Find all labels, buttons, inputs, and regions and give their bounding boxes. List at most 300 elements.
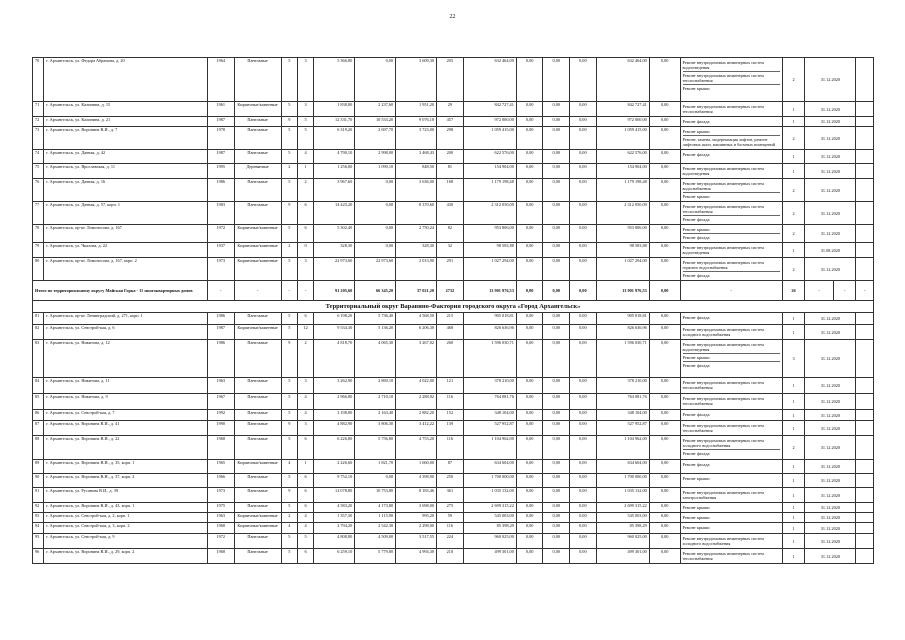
completion-date-cell: 31.08.2020 xyxy=(805,243,856,258)
area-residential-cell: 6 206,30 xyxy=(396,325,437,340)
work-types-cell xyxy=(680,378,782,394)
area-total-cell: 1 357,30 xyxy=(314,513,355,523)
cost-total-cell: 1 027 294,00 xyxy=(463,258,516,281)
cost-fund-cell: 0,00 xyxy=(516,488,543,503)
cost-local-cell: 0,00 xyxy=(570,127,597,150)
address-cell: г. Архангельск, ул. Воронина В.И., д. 35, корп. 1 xyxy=(44,460,208,474)
work-count-cell: 1 xyxy=(782,488,805,503)
cost-fund-cell: 0,00 xyxy=(516,150,543,164)
work-type-item: Ремонт внутридомовых инженерных систем теплоснабжения xyxy=(682,551,764,561)
area-residential-cell: 2 288,92 xyxy=(396,394,437,410)
address-cell: г. Архангельск, ул. Севстрой-кая, д. 7 xyxy=(44,410,208,421)
cost-fund-cell: 0,00 xyxy=(516,164,543,179)
area-residential-cell: 8 370,60 xyxy=(396,202,437,225)
area-residential-cell: 4 994,30 xyxy=(396,549,437,564)
year-cell: 1986 xyxy=(207,313,234,325)
area-residential-cell: 4 568,50 xyxy=(396,313,437,325)
cost-fund-cell: 0,00 xyxy=(516,117,543,127)
area-premises-cell: 2 163,40 xyxy=(355,410,396,421)
work-type-item: Ремонт фасада xyxy=(682,152,710,157)
year-cell: 1995 xyxy=(207,164,234,179)
work-count-cell: 1 xyxy=(782,313,805,325)
area-total-cell: 4 818,70 xyxy=(314,340,355,378)
work-type-item: Ремонт внутридомовых инженерных систем водоснабжения xyxy=(683,180,780,193)
cost-region-cell: 0,00 xyxy=(543,513,570,523)
area-total-cell: 6 226,80 xyxy=(314,436,355,460)
area-total-cell: 12 078,80 xyxy=(314,488,355,503)
work-types-cell xyxy=(680,474,782,488)
cost-region-cell: 0,00 xyxy=(543,549,570,564)
cost-owners-cell: 154 904,00 xyxy=(596,164,649,179)
cost-region-cell: 0,00 xyxy=(543,503,570,513)
residents-cell: 81 xyxy=(437,164,464,179)
year-cell: 1964 xyxy=(207,58,234,102)
area-residential-cell: 8 183,46 xyxy=(396,488,437,503)
empty-cell xyxy=(856,258,874,281)
cost-owners-cell: 545 003,00 xyxy=(596,513,649,523)
area-premises-cell: 4 173,80 xyxy=(355,503,396,513)
floors-cell: 5 xyxy=(281,394,297,410)
address-cell: г. Архангельск, ул. Никитова, д. 12 xyxy=(44,340,208,378)
area-residential-cell: 1 951,20 xyxy=(396,102,437,117)
page-number: 22 xyxy=(449,14,456,20)
address-cell: г. Архангельск, ул. Севстрой-кая, д. 6 xyxy=(44,325,208,340)
wall-material-cell: Панельные xyxy=(234,202,281,225)
year-cell: 1975 xyxy=(207,503,234,513)
address-cell: г. Архангельск, ул. Воронина В.И., д. 22 xyxy=(44,436,208,460)
cost-other-cell: 0,00 xyxy=(649,421,680,436)
cost-region-cell: 0,00 xyxy=(543,117,570,127)
row-number-cell: 95 xyxy=(33,534,44,549)
cost-region-cell: 0,00 xyxy=(543,164,570,179)
area-residential-cell: 4 753,20 xyxy=(396,436,437,460)
area-residential-cell: 2 750,24 xyxy=(396,225,437,243)
cost-local-cell: 0,00 xyxy=(570,474,597,488)
empty-cell xyxy=(856,58,874,102)
wall-material-cell: Панельные xyxy=(234,534,281,549)
address-cell: г. Архангельск, пр-кт. Ленинградский, д. 271, корп. 1 xyxy=(44,313,208,325)
area-premises-cell: 5 136,20 xyxy=(355,325,396,340)
area-premises-cell: 3 806,30 xyxy=(355,421,396,436)
residents-cell: 121 xyxy=(437,378,464,394)
work-count-cell: 2 xyxy=(782,436,805,460)
year-cell: 1937 xyxy=(207,243,234,258)
cost-total-cell: 98 583,88 xyxy=(463,243,516,258)
entrances-cell: 0 xyxy=(297,243,313,258)
cost-owners-cell: 632 464,00 xyxy=(596,58,649,102)
cost-owners-cell: 1 035 132,00 xyxy=(596,488,649,503)
area-premises-cell: 4 065,30 xyxy=(355,340,396,378)
wall-material-cell: Панельные xyxy=(234,488,281,503)
work-type-item: Ремонт внутридомовых инженерных систем холодного водоснабжения xyxy=(683,437,780,450)
work-type-item: Ремонт внутридомовых инженерных систем теплоснабжения xyxy=(682,423,764,433)
work-count-cell: 2 xyxy=(782,202,805,225)
district-b-rows xyxy=(33,313,874,564)
entrances-cell: 6 xyxy=(297,503,313,513)
empty-cell xyxy=(856,534,874,549)
cost-total-cell: 972 000,00 xyxy=(463,117,516,127)
area-residential-cell: 3 267,02 xyxy=(396,340,437,378)
area-residential-cell: 995,20 xyxy=(396,513,437,523)
cost-total-cell: 1 104 962,00 xyxy=(463,436,516,460)
empty-cell xyxy=(856,421,874,436)
cost-owners-cell: 1 059 415,00 xyxy=(596,127,649,150)
empty-cell xyxy=(856,202,874,225)
wall-material-cell: Панельные xyxy=(234,340,281,378)
residents-cell: 224 xyxy=(437,534,464,549)
row-number-cell: 86 xyxy=(33,410,44,421)
cost-owners-cell: 972 000,00 xyxy=(596,117,649,127)
cost-other-cell: 0,00 xyxy=(649,258,680,281)
cost-region-cell: 0,00 xyxy=(543,394,570,410)
empty-cell xyxy=(856,243,874,258)
floors-cell: 2 xyxy=(281,243,297,258)
residents-cell: 205 xyxy=(437,58,464,102)
work-count-cell: 2 xyxy=(782,225,805,243)
address-cell: г. Архангельск, ул. Никитова, д. 11 xyxy=(44,378,208,394)
work-type-item: Ремонт фасада xyxy=(682,235,710,240)
cost-owners-cell: 1 104 962,00 xyxy=(596,436,649,460)
work-type-item: Ремонт внутридомовых инженерных систем холодного водоснабжения xyxy=(682,536,764,546)
cost-total-cell: 348 104,00 xyxy=(463,410,516,421)
wall-material-cell: Кирпичные/каменные xyxy=(234,460,281,474)
residents-cell: 210 xyxy=(437,549,464,564)
floors-cell: 9 xyxy=(281,202,297,225)
total-dash: - xyxy=(297,281,313,301)
area-premises-cell: 5 779,80 xyxy=(355,549,396,564)
wall-material-cell: Панельные xyxy=(234,127,281,150)
floors-cell: 5 xyxy=(281,258,297,281)
cost-fund-cell: 0,00 xyxy=(516,421,543,436)
area-premises-cell: 10 753,80 xyxy=(355,488,396,503)
row-number-cell: 73 xyxy=(33,127,44,150)
cost-owners-cell: 1 596 030,71 xyxy=(596,340,649,378)
work-count-cell: 1 xyxy=(782,378,805,394)
empty-cell xyxy=(856,340,874,378)
year-cell: 1990 xyxy=(207,421,234,436)
residents-cell: 457 xyxy=(437,117,464,127)
work-types-cell xyxy=(680,436,782,460)
cost-total-cell: 2 312 050,09 xyxy=(463,202,516,225)
area-residential-cell: 3 698,00 xyxy=(396,503,437,513)
table-row xyxy=(33,179,874,202)
total-residents: 2732 xyxy=(437,281,464,301)
cost-other-cell: 0,00 xyxy=(649,179,680,202)
area-residential-cell: 848,50 xyxy=(396,164,437,179)
work-count-cell: 1 xyxy=(782,164,805,179)
cost-fund-cell: 0,00 xyxy=(516,202,543,225)
area-total-cell: 4 790,10 xyxy=(314,150,355,164)
cost-other-cell: 0,00 xyxy=(649,202,680,225)
year-cell: 1968 xyxy=(207,436,234,460)
cost-owners-cell: 499 301,00 xyxy=(596,549,649,564)
cost-other-cell: 0,00 xyxy=(649,436,680,460)
work-types-cell xyxy=(680,102,782,117)
cost-local-cell: 0,00 xyxy=(570,202,597,225)
cost-total-cell: 632 464,00 xyxy=(463,58,516,102)
table-row xyxy=(33,258,874,281)
residents-cell: 152 xyxy=(437,410,464,421)
wall-material-cell: Кирпичные/каменные xyxy=(234,325,281,340)
cost-other-cell: 0,00 xyxy=(649,513,680,523)
empty-cell xyxy=(856,394,874,410)
work-count-cell: 1 xyxy=(782,102,805,117)
work-types-cell xyxy=(680,421,782,436)
year-cell: 1973 xyxy=(207,488,234,503)
work-type-item: Ремонт фасада xyxy=(682,315,710,320)
address-cell: г. Архангельск, ул. Воронина В.И., д. 29, корп. 2 xyxy=(44,549,208,564)
cost-other-cell: 0,00 xyxy=(649,394,680,410)
residents-cell: 275 xyxy=(437,503,464,513)
area-total-cell: 4 808,80 xyxy=(314,534,355,549)
residents-cell: 168 xyxy=(437,179,464,202)
cost-local-cell: 0,00 xyxy=(570,117,597,127)
work-types-cell xyxy=(680,58,782,102)
cost-owners-cell: 953 806,00 xyxy=(596,225,649,243)
cost-fund-cell: 0,00 xyxy=(516,523,543,534)
work-count-cell: 1 xyxy=(782,474,805,488)
table-row xyxy=(33,313,874,325)
cost-fund-cell: 0,00 xyxy=(516,258,543,281)
area-total-cell: 12 331,70 xyxy=(314,117,355,127)
area-residential-cell: 3 468,43 xyxy=(396,150,437,164)
completion-date-cell: 31.12.2020 xyxy=(805,410,856,421)
entrances-cell: 1 xyxy=(297,164,313,179)
floors-cell: 5 xyxy=(281,225,297,243)
year-cell: 1963 xyxy=(207,378,234,394)
work-types-cell xyxy=(680,164,782,179)
area-residential-cell: 3 636,00 xyxy=(396,179,437,202)
work-type-item: Ремонт, замена, модернизация лифтов, ремонт лифтовых шахт, машинных и блочных помещений xyxy=(682,137,776,147)
wall-material-cell: Панельные xyxy=(234,378,281,394)
work-count-cell: 2 xyxy=(782,179,805,202)
year-cell: 1973 xyxy=(207,258,234,281)
address-cell: г. Архангельск, ул. Воронина В.И., д. 43, корп. 1 xyxy=(44,503,208,513)
empty-cell xyxy=(856,549,874,564)
cost-other-cell: 0,00 xyxy=(649,58,680,102)
entrances-cell: 12 xyxy=(297,325,313,340)
wall-material-cell: Кирпичные/каменные xyxy=(234,225,281,243)
entrances-cell: 6 xyxy=(297,549,313,564)
wall-material-cell: Кирпичные/каменные xyxy=(234,258,281,281)
area-total-cell: 5 366,80 xyxy=(314,58,355,102)
cost-local-cell: 0,00 xyxy=(570,258,597,281)
area-residential-cell: 2 882,20 xyxy=(396,410,437,421)
work-type-item: Ремонт фасада xyxy=(682,217,710,222)
completion-date-cell: 31.12.2020 xyxy=(805,313,856,325)
cost-local-cell: 0,00 xyxy=(570,313,597,325)
cost-owners-cell: 1 027 294,00 xyxy=(596,258,649,281)
area-total-cell: 2 966,80 xyxy=(314,394,355,410)
area-total-cell: 1 256,00 xyxy=(314,164,355,179)
cost-local-cell: 0,00 xyxy=(570,58,597,102)
floors-cell: 5 xyxy=(281,179,297,202)
cost-region-cell: 0,00 xyxy=(543,258,570,281)
total-row xyxy=(33,281,874,301)
cost-region-cell: 0,00 xyxy=(543,325,570,340)
address-cell: г. Архангельск, ул. Воронина В.И., д. 41 xyxy=(44,421,208,436)
total-dash: - xyxy=(207,281,234,301)
work-type-item: Ремонт крыши xyxy=(682,86,710,91)
row-number-cell: 79 xyxy=(33,243,44,258)
area-residential-cell: 3 517,55 xyxy=(396,534,437,549)
area-total-cell: 6 259,10 xyxy=(314,549,355,564)
address-cell: г. Архангельск, пр-кт. Ломоносова, д. 167, корп. 2 xyxy=(44,258,208,281)
work-count-cell: 1 xyxy=(782,421,805,436)
total-cost: 13 901 976,53 xyxy=(463,281,516,301)
cost-local-cell: 0,00 xyxy=(570,549,597,564)
year-cell: 1966 xyxy=(207,474,234,488)
area-premises-cell: 4 509,00 xyxy=(355,534,396,549)
cost-other-cell: 0,00 xyxy=(649,503,680,513)
area-premises-cell: 0,00 xyxy=(355,474,396,488)
cost-total-cell: 842 727,41 xyxy=(463,102,516,117)
wall-material-cell: Панельные xyxy=(234,421,281,436)
work-type-item: Ремонт фасада xyxy=(682,273,710,278)
cost-fund-cell: 0,00 xyxy=(516,436,543,460)
floors-cell: 5 xyxy=(281,503,297,513)
area-total-cell: 4 882,90 xyxy=(314,421,355,436)
cost-region-cell: 0,00 xyxy=(543,421,570,436)
area-residential-cell: 2 298,00 xyxy=(396,523,437,534)
cost-total-cell: 1 179 198,48 xyxy=(463,179,516,202)
cost-region-cell: 0,00 xyxy=(543,202,570,225)
wall-material-cell: Деревянные xyxy=(234,164,281,179)
empty-cell xyxy=(856,488,874,503)
cost-owners-cell: 826 636,96 xyxy=(596,325,649,340)
year-cell: 1968 xyxy=(207,549,234,564)
address-cell: г. Архангельск, ул. Федора Абрамова, д. 20 xyxy=(44,58,208,102)
address-cell: г. Архангельск, ул. Дачная, д. 42 xyxy=(44,150,208,164)
cost-region-cell: 0,00 xyxy=(543,127,570,150)
table-row xyxy=(33,150,874,164)
area-residential-cell: 328,30 xyxy=(396,243,437,258)
cost-total-cell: 499 301,00 xyxy=(463,549,516,564)
work-type-item: Ремонт крыши xyxy=(682,476,710,481)
area-premises-cell: 2 697,70 xyxy=(355,127,396,150)
work-count-cell: 1 xyxy=(782,513,805,523)
year-cell: 1986 xyxy=(207,340,234,378)
entrances-cell: 6 xyxy=(297,225,313,243)
cost-fund-cell: 0,00 xyxy=(516,179,543,202)
total-cost-other: 0,00 xyxy=(649,281,680,301)
table-row xyxy=(33,117,874,127)
cost-owners-cell: 348 104,00 xyxy=(596,410,649,421)
cost-region-cell: 0,00 xyxy=(543,313,570,325)
cost-owners-cell: 634 604,00 xyxy=(596,460,649,474)
cost-local-cell: 0,00 xyxy=(570,164,597,179)
wall-material-cell: Панельные xyxy=(234,150,281,164)
residents-cell: 291 xyxy=(437,258,464,281)
area-total-cell: 5 302,40 xyxy=(314,225,355,243)
cost-owners-cell: 764 081,76 xyxy=(596,394,649,410)
wall-material-cell: Панельные xyxy=(234,117,281,127)
cost-total-cell: 1 700 000,00 xyxy=(463,474,516,488)
entrances-cell: 3 xyxy=(297,378,313,394)
cost-total-cell: 960 025,00 xyxy=(463,534,516,549)
floors-cell: 4 xyxy=(281,523,297,534)
cost-other-cell: 0,00 xyxy=(649,127,680,150)
floors-cell: 9 xyxy=(281,117,297,127)
wall-material-cell: Панельные xyxy=(234,503,281,513)
row-number-cell: 93 xyxy=(33,513,44,523)
cost-fund-cell: 0,00 xyxy=(516,127,543,150)
empty-cell xyxy=(856,513,874,523)
area-total-cell: 9 752,10 xyxy=(314,474,355,488)
total-area-residential: 37 021,20 xyxy=(396,281,437,301)
total-dash: - xyxy=(856,281,874,301)
work-count-cell: 2 xyxy=(782,127,805,150)
area-residential-cell: 4 022,00 xyxy=(396,378,437,394)
residents-cell: 215 xyxy=(437,313,464,325)
work-type-item: Ремонт фасада xyxy=(682,363,710,368)
cost-total-cell: 953 806,00 xyxy=(463,225,516,243)
table-row xyxy=(33,394,874,410)
residents-cell: 260 xyxy=(437,340,464,378)
completion-date-cell: 31.12.2020 xyxy=(805,225,856,243)
residents-cell: 29 xyxy=(437,102,464,117)
work-types-cell xyxy=(680,340,782,378)
residents-cell: 82 xyxy=(437,225,464,243)
year-cell: 1978 xyxy=(207,127,234,150)
work-type-item: Ремонт внутридомовых инженерных систем водоотведения xyxy=(682,245,764,255)
cost-local-cell: 0,00 xyxy=(570,534,597,549)
address-cell: г. Архангельск, ул. Севстрой-кая, д. 9 xyxy=(44,534,208,549)
floors-cell: 9 xyxy=(281,340,297,378)
cost-fund-cell: 0,00 xyxy=(516,325,543,340)
wall-material-cell: Кирпичные/каменные xyxy=(234,513,281,523)
row-number-cell: 84 xyxy=(33,378,44,394)
cost-owners-cell: 905 018,81 xyxy=(596,313,649,325)
cost-owners-cell: 960 025,00 xyxy=(596,534,649,549)
completion-date-cell: 31.12.2020 xyxy=(805,503,856,513)
year-cell: 1961 xyxy=(207,102,234,117)
entrances-cell: 4 xyxy=(297,513,313,523)
work-count-cell: 1 xyxy=(782,503,805,513)
work-count-cell: 1 xyxy=(782,325,805,340)
wall-material-cell: Кирпичные/каменные xyxy=(234,523,281,534)
wall-material-cell: Панельные xyxy=(234,436,281,460)
row-number-cell: 80 xyxy=(33,258,44,281)
cost-total-cell: 527 952,87 xyxy=(463,421,516,436)
cost-local-cell: 0,00 xyxy=(570,243,597,258)
row-number-cell: 96 xyxy=(33,549,44,564)
cost-region-cell: 0,00 xyxy=(543,58,570,102)
cost-total-cell: 622 576,00 xyxy=(463,150,516,164)
residents-cell: 430 xyxy=(437,202,464,225)
row-number-cell: 92 xyxy=(33,503,44,513)
area-premises-cell: 1 115,90 xyxy=(355,513,396,523)
area-residential-cell: 4 398,90 xyxy=(396,474,437,488)
cost-local-cell: 0,00 xyxy=(570,460,597,474)
table-row xyxy=(33,460,874,474)
work-type-item: Ремонт внутридомовых инженерных систем теплоснабжения xyxy=(682,104,764,114)
address-cell: г. Архангельск, ул. Севстрой-кая, д. 3, корп. 2 xyxy=(44,523,208,534)
area-premises-cell: 10 533,20 xyxy=(355,117,396,127)
table-row xyxy=(33,488,874,503)
work-type-item: Ремонт крыши xyxy=(683,128,780,136)
area-total-cell: 22 973,60 xyxy=(314,258,355,281)
area-premises-cell: 1 090,10 xyxy=(355,164,396,179)
wall-material-cell: Панельные xyxy=(234,394,281,410)
wall-material-cell: Панельные xyxy=(234,474,281,488)
empty-cell xyxy=(856,436,874,460)
entrances-cell: 6 xyxy=(297,436,313,460)
cost-other-cell: 0,00 xyxy=(649,340,680,378)
year-cell: 1992 xyxy=(207,410,234,421)
area-total-cell: 1 838,80 xyxy=(314,102,355,117)
floors-cell: 5 xyxy=(281,549,297,564)
